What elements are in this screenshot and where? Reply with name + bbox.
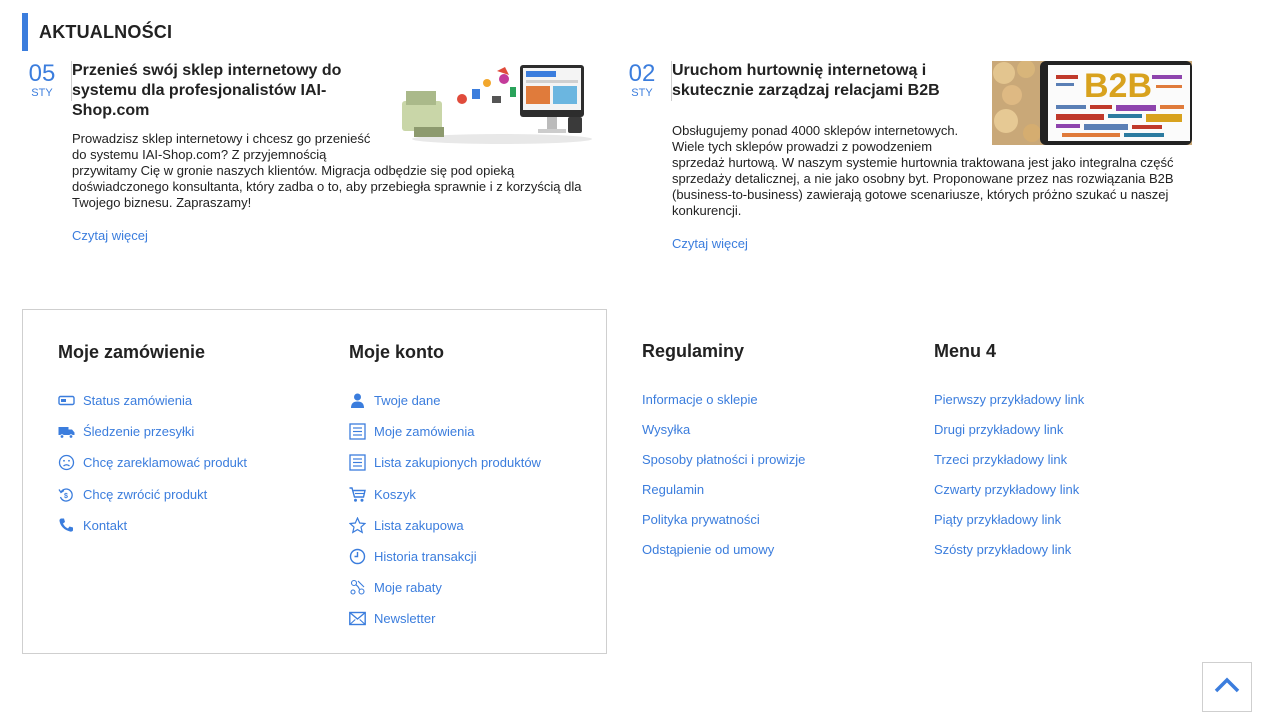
footer-link-menu4-5 [934,504,1084,534]
footer-link-menu4-2 [934,414,1084,444]
footer-link-tracking [58,416,247,447]
transaction-history-link[interactable]: Historia transakcji [374,549,477,565]
star-icon [349,517,366,534]
order-status-link[interactable]: Status zamówienia [83,393,193,409]
shopping-list-link[interactable]: Lista zakupowa [374,517,464,533]
article-title[interactable]: Uruchom hurtownię internetową i skutecznie zarządzaj relacjami B2B [672,62,940,99]
contact-link[interactable]: Kontakt [83,517,128,533]
complaint-link[interactable]: Chcę zareklamować produkt [83,455,248,471]
privacy-policy-link[interactable]: Polityka prywatności [642,511,760,527]
terms-links [642,384,805,564]
status-icon [58,392,75,409]
menu4-link-5[interactable]: Piąty przykładowy link [934,511,1062,527]
footer-link-shipping [642,414,805,444]
store-info-link[interactable]: Informacje o sklepie [642,391,758,407]
footer-link-shopping-list [349,510,541,541]
footer-account-column [349,341,541,635]
menu4-link-3[interactable]: Trzeci przykładowy link [934,451,1068,467]
footer-link-store-info [642,384,805,414]
footer-link-order-status [58,385,247,416]
menu4-link-1[interactable]: Pierwszy przykładowy link [934,391,1085,407]
footer-link-privacy [642,504,805,534]
article-date [622,61,662,100]
footer-link-newsletter [349,603,541,634]
terms-column-title: Regulaminy [642,341,745,361]
newsletter-link[interactable]: Newsletter [374,611,436,627]
my-orders-link[interactable]: Moje zamówienia [374,424,475,440]
clock-icon [349,548,366,565]
article-excerpt: Prowadzisz sklep internetowy i chcesz go przenieść do systemu IAI-Shop.com? Z przyjemnością przywitamy Cię w gronie naszych klientów. Migracja odbędzie się pod opieką doświadczonego konsultanta, który zadba o to, aby przebiegła sprawnie i z korzyścią dla Twojego biznesu. Zapraszamy! [72,131,582,210]
truck-icon [58,423,75,440]
menu4-column-title: Menu 4 [934,341,997,361]
footer-link-return [58,479,247,510]
cart-link[interactable]: Koszyk [374,486,416,502]
article-content [72,61,592,245]
account-column-title: Moje konto [349,342,444,362]
article-image-b2b[interactable] [992,61,1192,145]
footer-link-discounts [349,572,541,603]
footer-link-payments [642,444,805,474]
article-day: 02 [628,60,656,87]
menu4-links [934,384,1084,564]
return-link[interactable]: Chcę zwrócić produkt [83,486,208,502]
account-links [349,385,541,635]
sad-face-icon [58,454,75,471]
footer-link-history [349,541,541,572]
footer-link-complaint [58,447,247,478]
payments-link[interactable]: Sposoby płatności i prowizje [642,451,806,467]
footer-link-purchased [349,447,541,478]
orders-column-title: Moje zamówienie [58,342,206,362]
b2b-image-text: B2B [1084,67,1153,105]
footer-link-your-data [349,385,541,416]
footer-link-menu4-4 [934,474,1084,504]
list-icon [349,454,366,471]
footer-orders-column [58,341,247,541]
user-icon [349,392,366,409]
article-image-migration[interactable] [392,61,592,145]
footer-link-regulations [642,474,805,504]
withdrawal-link[interactable]: Odstąpienie od umowy [642,541,775,557]
article-month: STY [31,87,53,99]
list-icon [349,423,366,440]
news-heading: AKTUALNOŚCI [39,22,173,42]
footer-terms-column [642,340,805,564]
return-icon [58,486,75,503]
article-title[interactable]: Przenieś swój sklep internetowy do systemu dla profesjonalistów IAI-Shop.com [72,62,342,119]
menu4-link-6[interactable]: Szósty przykładowy link [934,541,1072,557]
article-content [672,61,1192,253]
footer-link-cart [349,479,541,510]
footer-link-my-orders [349,416,541,447]
article-day: 05 [28,60,56,87]
back-to-top-button[interactable] [1202,662,1252,712]
shipping-link[interactable]: Wysyłka [642,421,691,437]
read-more-link[interactable]: Czytaj więcej [672,236,748,251]
article-month: STY [631,87,653,99]
footer-link-menu4-3 [934,444,1084,474]
cart-icon [349,486,366,503]
regulations-link[interactable]: Regulamin [642,481,705,497]
footer-menu4-column [934,340,1084,564]
menu4-link-4[interactable]: Czwarty przykładowy link [934,481,1080,497]
chevron-up-icon [1214,677,1240,698]
tracking-link[interactable]: Śledzenie przesyłki [83,424,195,440]
discount-icon [349,579,366,596]
read-more-link[interactable]: Czytaj więcej [72,228,148,243]
news-section-header [22,13,172,51]
envelope-icon [349,610,366,627]
footer-link-withdrawal [642,534,805,564]
discounts-link[interactable]: Moje rabaty [374,580,442,596]
menu4-link-2[interactable]: Drugi przykładowy link [934,421,1064,437]
footer-link-menu4-1 [934,384,1084,414]
purchased-products-link[interactable]: Lista zakupionych produktów [374,455,541,471]
footer-link-contact [58,510,247,541]
article-excerpt: Obsługujemy ponad 4000 sklepów internetowych. Wiele tych sklepów prowadzi z powodzeniem sprzedaż hurtową. W naszym systemie hurtownia traktowana jest jako integralna część sprzedaży detalicznej, a nie jako osobny byt. Proponowane przez nas rozwiązania B2B (business-to-business) zawierają gotowe scenariusze, których próżno szukać u naszej konkurencji. [672,123,1174,218]
footer-link-menu4-6 [934,534,1084,564]
your-data-link[interactable]: Twoje dane [374,393,441,409]
svg-text:$: $ [64,492,68,500]
phone-icon [58,517,75,534]
article-date [22,61,62,100]
orders-links [58,385,247,541]
